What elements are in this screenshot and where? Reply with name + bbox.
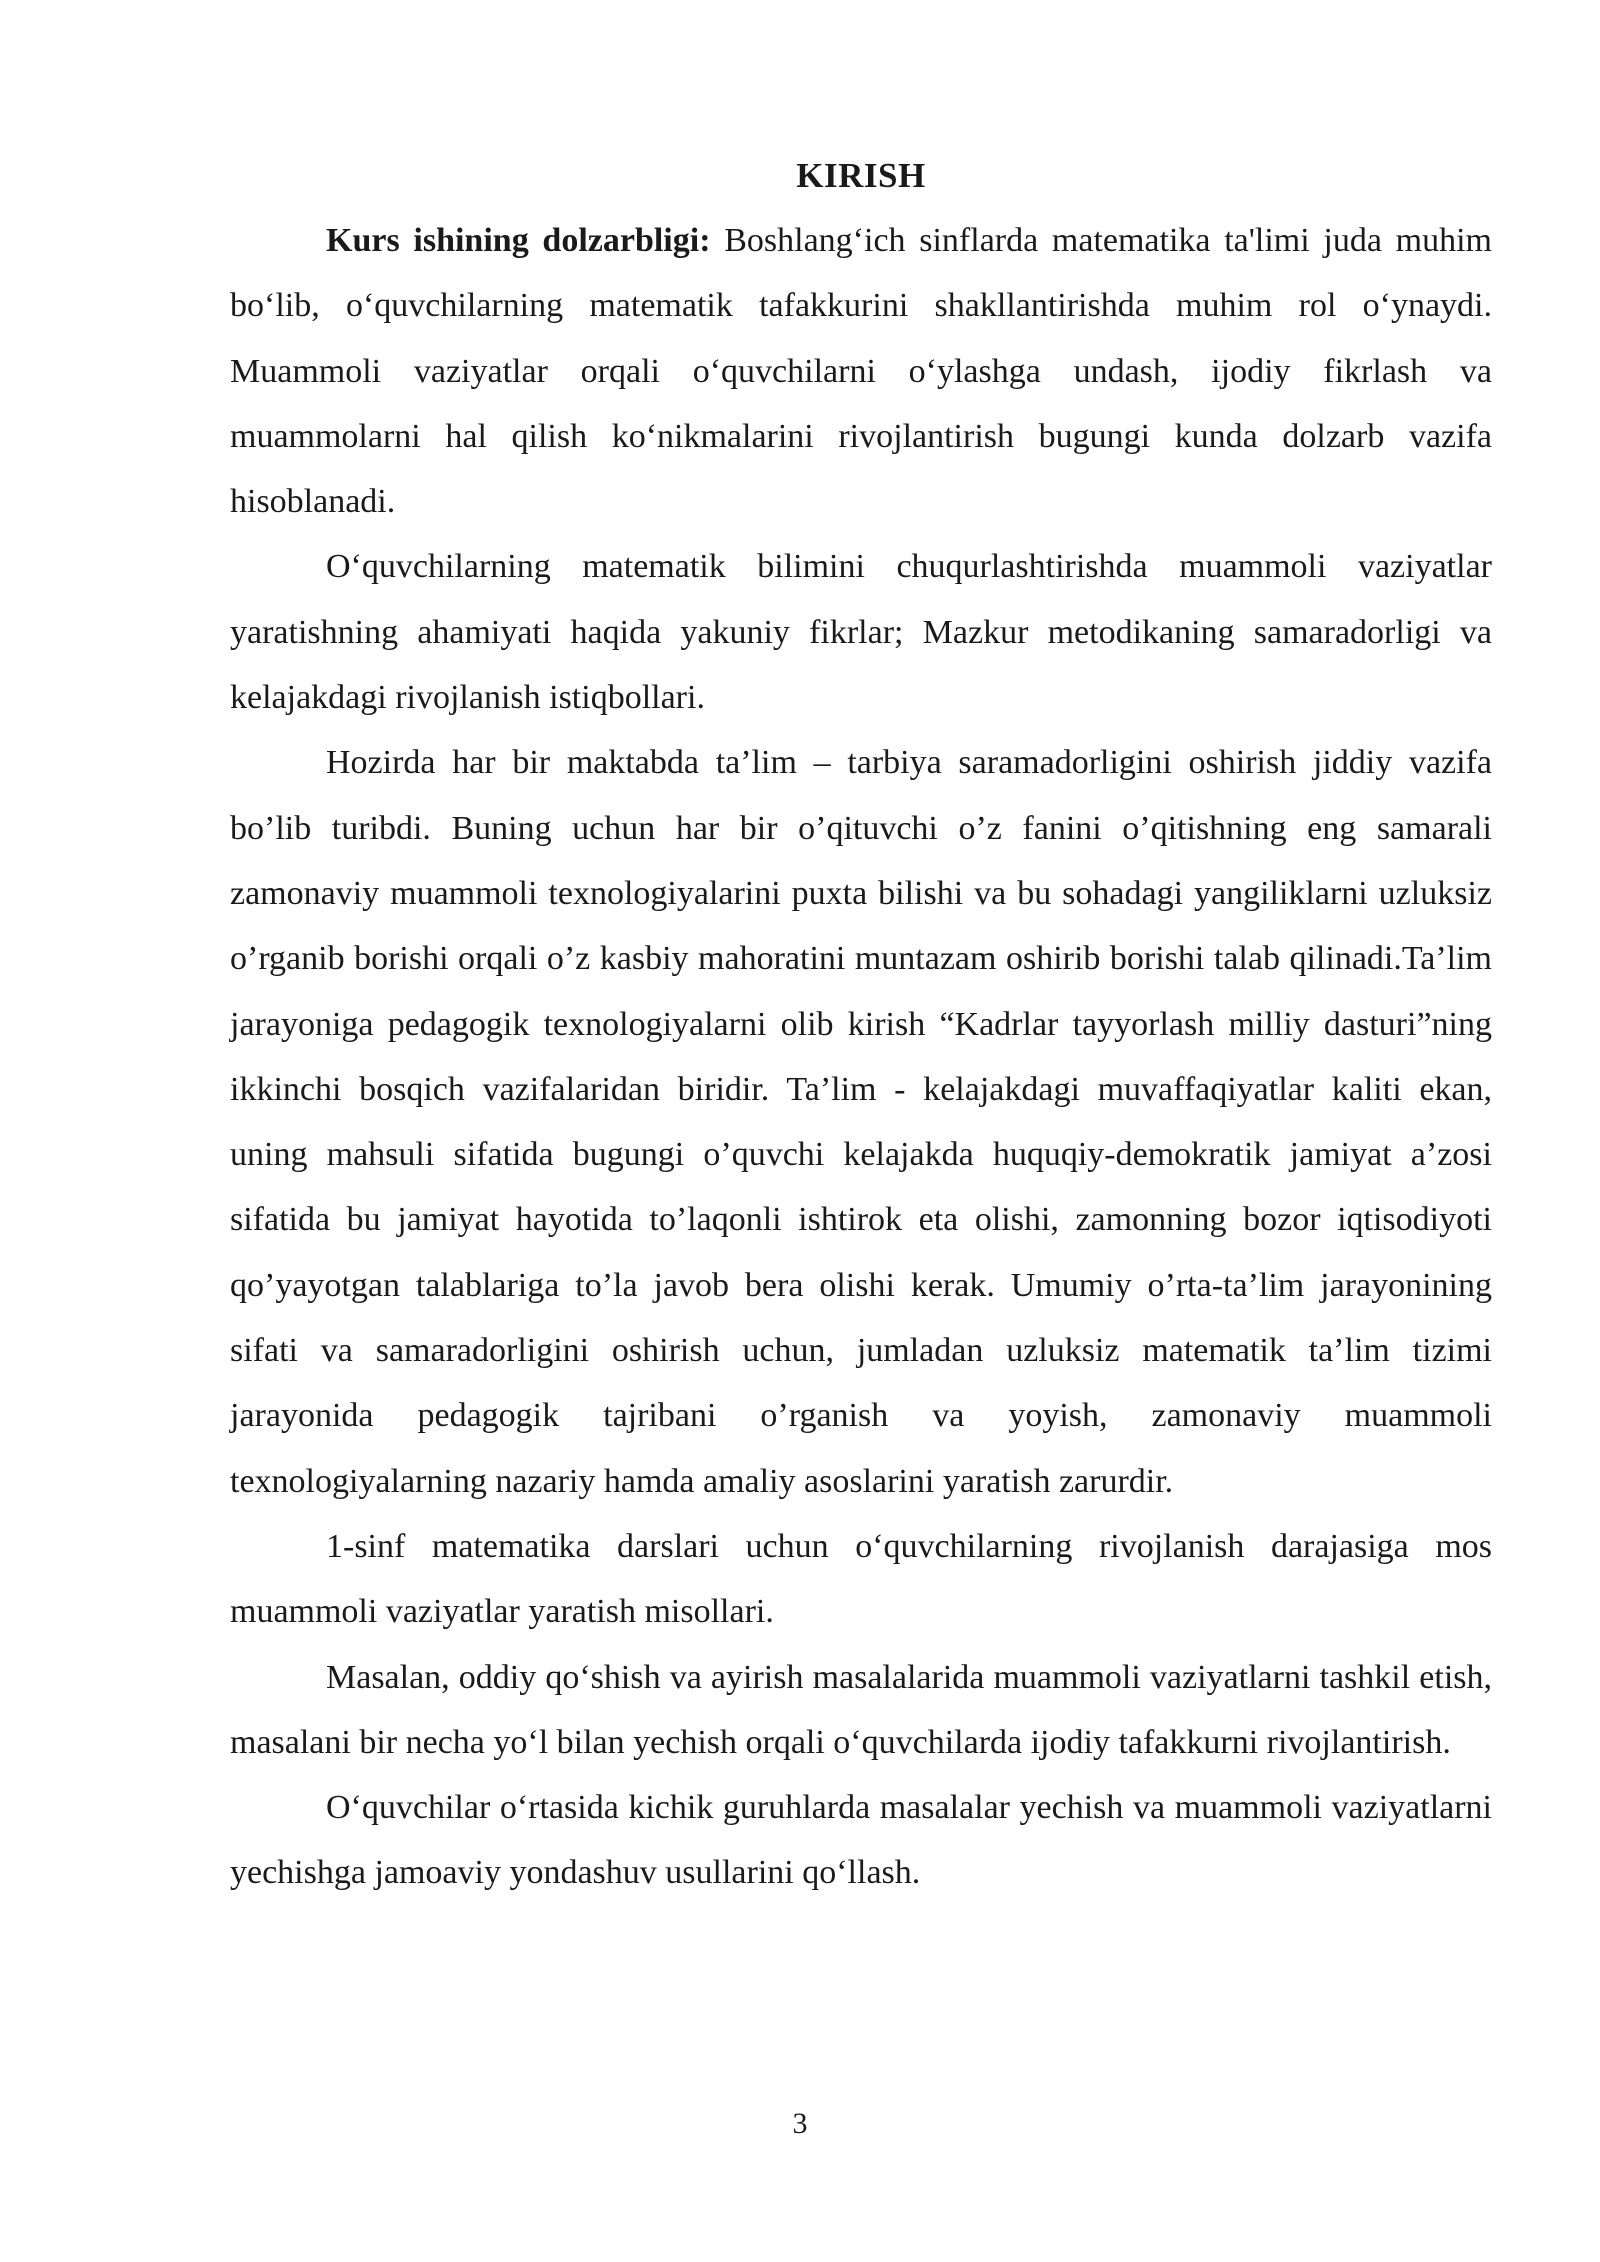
paragraph-conclusions: O‘quvchilarning matematik bilimini chuqurlashtirishda muammoli vaziyatlar yaratishning ahamiyati haqida yakuniy fikrlar; Mazkur metodikaning samaradorligi va kelajakdagi rivojlanish istiqbollari. — [230, 548, 1492, 717]
paragraph-addition-subtraction: Masalan, oddiy qo‘shish va ayirish masalalarida muammoli vaziyatlarni tashkil etish, masalani bir necha yo‘l bilan yechish orqali o‘quvchilarda ijodiy tafakkurni rivojlantirish. — [230, 1658, 1492, 1761]
relevance-lead: Kurs ishining dolzarbligi: — [326, 222, 711, 259]
paragraph-relevance — [230, 208, 1492, 534]
page-number: 3 — [792, 2107, 808, 2140]
paragraph-group-work: O‘quvchilar o‘rtasida kichik guruhlarda masalalar yechish va muammoli vaziyatlarni yechishga jamoaviy yondashuv usullarini qo‘llash. — [230, 1789, 1492, 1892]
page-content — [230, 148, 1492, 1906]
relevance-text: Boshlang‘ich sinflarda matematika ta'limi juda muhim bo‘lib, o‘quvchilarning matematik tafakkurini shakllantirishda muhim rol o‘ynaydi. Muammoli vaziyatlar orqali o‘quvchilarni o‘ylashga undash, ijodiy fikrlash va muammolarni hal qilish ko‘nikmalarini rivojlantirish bugungi kunda dolzarb vazifa hisoblanadi. — [230, 222, 1492, 521]
paragraph-school-education: Hozirda har bir maktabda ta’lim – tarbiya saramadorligini oshirish jiddiy vazifa bo’lib turibdi. Buning uchun har bir o’qituvchi o’z fanini o’qitishning eng samarali zamonaviy muammoli texnologiyalarini puxta bilishi va bu sohadagi yangiliklarni uzluksiz o’rganib borishi orqali o’z kasbiy mahoratini muntazam oshirib borishi talab qilinadi.Ta’lim jarayoniga pedagogik texnologiyalarni olib kirish “Kadrlar tayyorlash milliy dasturi”ning ikkinchi bosqich vazifalaridan biridir. Ta’lim - kelajakdagi muvaffaqiyatlar kaliti ekan, uning mahsuli sifatida bugungi o’quvchi kelajakda huquqiy-demokratik jamiyat a’zosi sifatida bu jamiyat hayotida to’laqonli ishtirok eta olishi, zamonning bozor iqtisodiyoti qo’yayotgan talablariga to’la javob bera olishi kerak. Umumiy o’rta-ta’lim jarayonining sifati va samaradorligini oshirish uchun, jumladan uzluksiz matematik ta’lim tizimi jarayonida pedagogik tajribani o’rganish va yoyish, zamonaviy muammoli texnologiyalarning nazariy hamda amaliy asoslarini yaratish zarurdir. — [230, 744, 1492, 1500]
section-title: KIRISH — [796, 156, 926, 195]
paragraph-first-grade-examples: 1-sinf matematika darslari uchun o‘quvchilarning rivojlanish darajasiga mos muammoli vaziyatlar yaratish misollari. — [230, 1527, 1492, 1631]
